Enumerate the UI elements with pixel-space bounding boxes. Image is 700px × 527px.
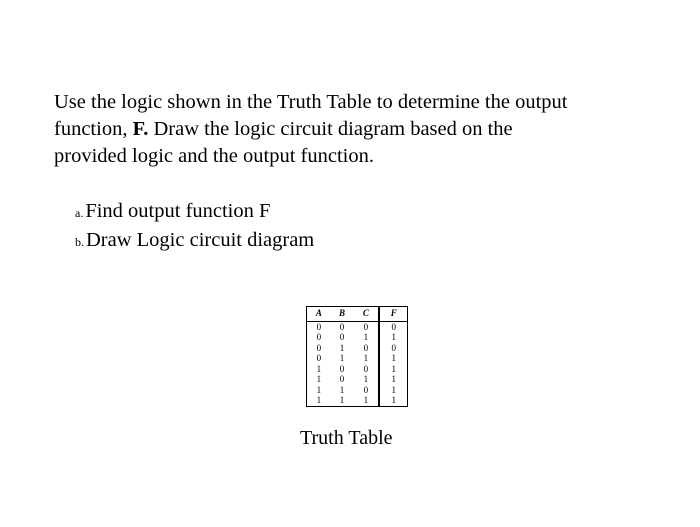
cell-c: 1	[363, 395, 369, 405]
table-row	[307, 353, 408, 364]
cell-b: 0	[339, 332, 345, 342]
part-a-marker: a.	[75, 206, 84, 220]
cell-b: 1	[339, 384, 345, 395]
table-row	[307, 321, 408, 332]
cell-a: 0	[316, 342, 322, 353]
header-f: F	[379, 307, 407, 322]
table-row	[307, 385, 408, 396]
cell-f: 1	[379, 353, 407, 364]
cell-f: 1	[379, 364, 407, 375]
cell-a: 1	[316, 384, 322, 395]
header-c: C	[353, 307, 379, 322]
cell-a: 1	[316, 395, 322, 405]
table-row	[307, 374, 408, 385]
cell-a: 0	[316, 321, 322, 332]
truth-table-figure	[300, 306, 412, 449]
truth-table-header-row	[307, 307, 408, 322]
cell-f: 1	[379, 374, 407, 385]
question-text	[54, 89, 674, 170]
truth-table-caption: Truth Table	[300, 427, 393, 449]
header-b: B	[331, 307, 353, 322]
table-row	[307, 343, 408, 354]
part-b-text: Draw Logic circuit diagram	[86, 229, 315, 251]
cell-a: 1	[316, 374, 322, 384]
cell-b: 0	[339, 374, 345, 384]
question-line-1: Use the logic shown in the Truth Table to determine the output	[54, 91, 568, 113]
cell-f: 1	[379, 385, 407, 396]
truth-table-body	[307, 321, 408, 406]
cell-c: 1	[363, 353, 369, 363]
header-a: A	[307, 307, 331, 322]
cell-f: 1	[379, 395, 407, 406]
part-b	[75, 227, 314, 256]
cell-b: 1	[339, 353, 345, 363]
table-row	[307, 364, 408, 375]
cell-b: 0	[339, 321, 345, 332]
part-b-marker: b.	[75, 235, 84, 249]
cell-c: 0	[363, 321, 369, 332]
question-line-2-end: Draw the logic circuit diagram based on the	[148, 118, 513, 140]
question-parts	[75, 198, 314, 256]
cell-c: 0	[363, 363, 369, 374]
cell-c: 0	[363, 384, 369, 395]
question-line-2-start: function,	[54, 118, 133, 140]
cell-a: 0	[316, 332, 322, 342]
cell-c: 1	[363, 332, 369, 342]
table-row	[307, 395, 408, 406]
cell-f: 1	[379, 332, 407, 343]
cell-f: 0	[379, 321, 407, 332]
cell-c: 0	[363, 342, 369, 353]
cell-b: 1	[339, 395, 345, 405]
table-row	[307, 332, 408, 343]
part-a	[75, 198, 314, 227]
question-line-2	[54, 116, 674, 143]
cell-c: 1	[363, 374, 369, 384]
cell-f: 0	[379, 343, 407, 354]
output-function-label: F.	[132, 118, 149, 140]
cell-b: 1	[339, 342, 345, 353]
cell-a: 0	[316, 353, 322, 363]
truth-table	[306, 306, 408, 407]
cell-b: 0	[339, 363, 345, 374]
part-a-text: Find output function F	[85, 200, 271, 222]
cell-a: 1	[316, 363, 322, 374]
question-line-3: provided logic and the output function.	[54, 145, 374, 167]
